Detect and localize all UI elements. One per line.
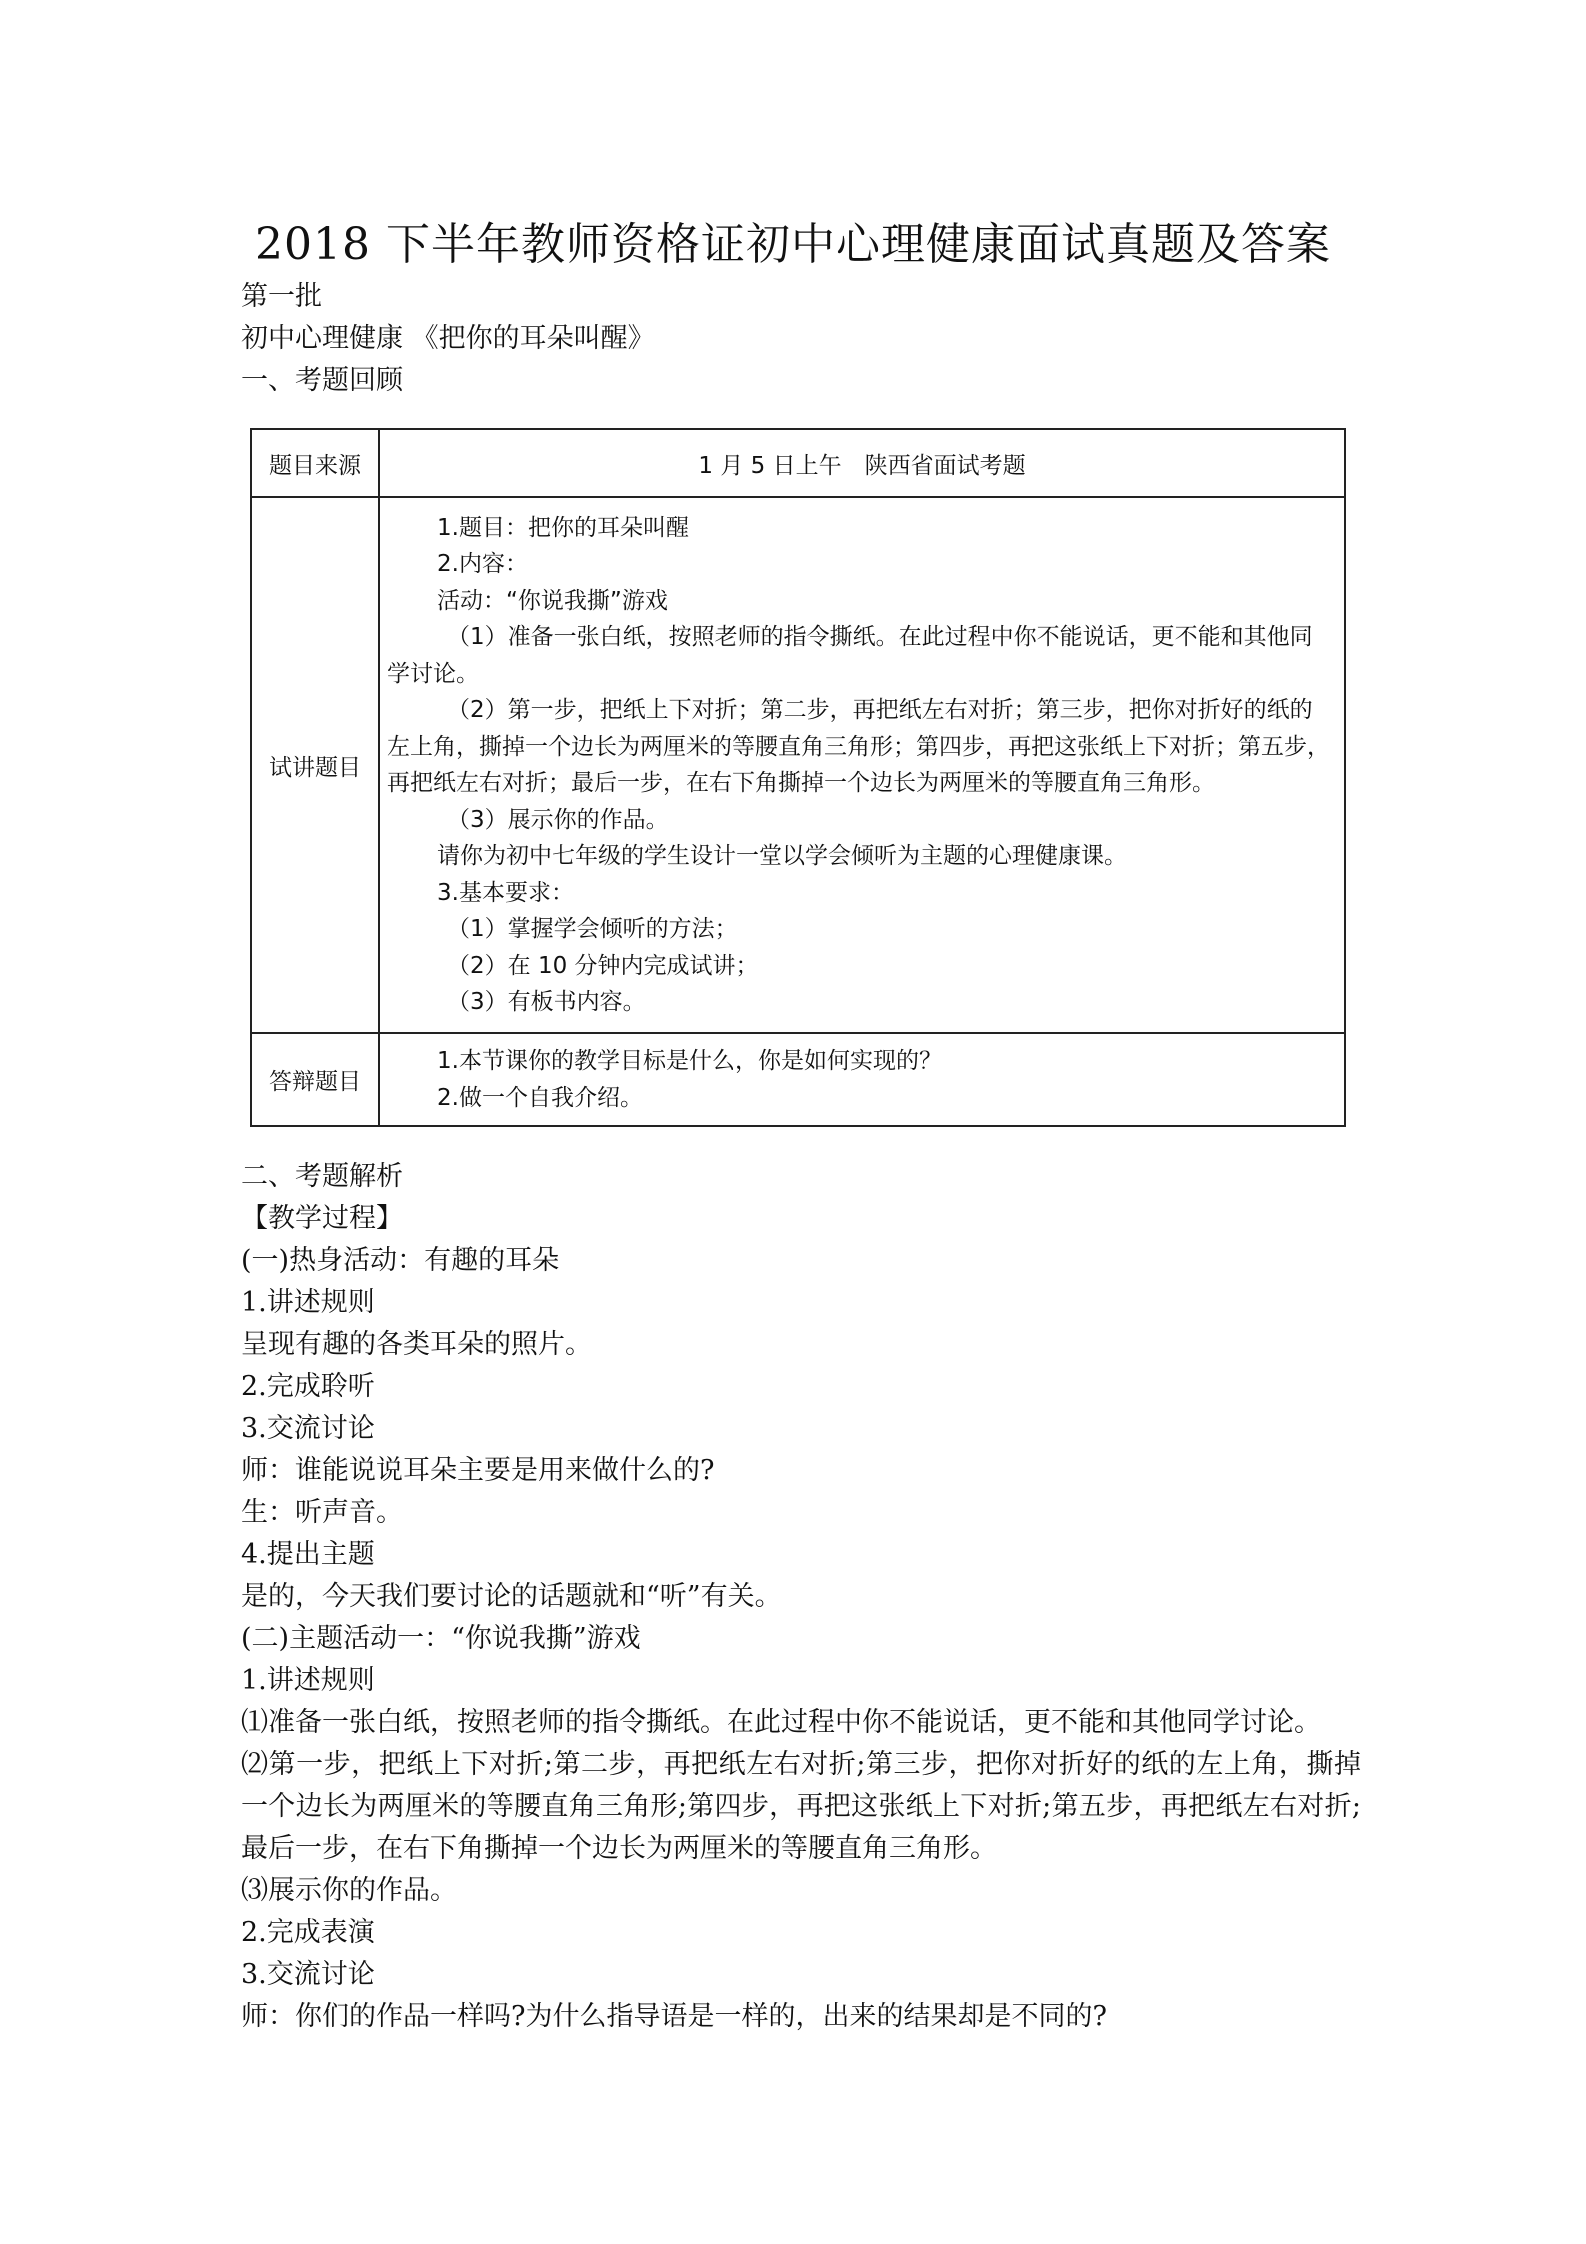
lecture-line: （3）展示你的作品。 [447,806,669,833]
source-value: 1 月 5 日上午 陕西省面试考题 [379,429,1345,497]
lecture-label: 试讲题目 [251,497,379,1033]
body-line: 2.完成聆听 [241,1371,375,1402]
intro [241,276,655,402]
subheading-teaching-process: 【教学过程】 [241,1203,403,1234]
defense-content [379,1033,1345,1126]
exam-table [250,428,1346,1127]
lecture-line: 1.题目：把你的耳朵叫醒 [437,514,689,541]
table-row-lecture [251,497,1345,1033]
section-heading-analysis: 二、考题解析 [241,1161,403,1192]
body-line: ⑶展示你的作品。 [241,1875,457,1906]
table-row-defense [251,1033,1345,1126]
lecture-line: 2.内容： [437,551,528,577]
body-line: 2.完成表演 [241,1917,375,1948]
lecture-line: （1）准备一张白纸，按照老师的指令撕纸。在此过程中你不能说话，更不能和其他同学讨论。 [387,624,1313,687]
lesson-title: 初中心理健康 《把你的耳朵叫醒》 [241,323,655,354]
body-line: 生：听声音。 [241,1497,403,1528]
body-line: (二)主题活动一：“你说我撕”游戏 [241,1623,641,1654]
lecture-content [379,497,1345,1033]
body-line: 4.提出主题 [241,1539,375,1570]
body-line: 是的，今天我们要讨论的话题就和“听”有关。 [241,1581,782,1612]
body-paragraph: ⑴准备一张白纸，按照老师的指令撕纸。在此过程中你不能说话，更不能和其他同学讨论。 [241,1707,1321,1738]
section-heading-review: 一、考题回顾 [241,365,403,396]
page-title: 2018 下半年教师资格证初中心理健康面试真题及答案 [255,219,1331,270]
defense-label: 答辩题目 [251,1033,379,1126]
lecture-line: 活动：“你说我撕”游戏 [437,587,668,614]
analysis-section [241,1156,1361,2038]
body-line: 1.讲述规则 [241,1287,375,1318]
body-line: 呈现有趣的各类耳朵的照片。 [241,1329,592,1360]
batch-label: 第一批 [241,281,322,312]
lecture-line: 3.基本要求： [437,879,574,906]
body-paragraph: ⑵第一步，把纸上下对折;第二步，再把纸左右对折;第三步，把你对折好的纸的左上角，撕掉一个边长为两厘米的等腰直角三角形;第四步，再把这张纸上下对折;第五步，再把纸左右对折;最后一步，在右下角撕掉一个边长为两厘米的等腰直角三角形。 [241,1749,1361,1864]
lecture-line: （3）有板书内容。 [447,989,646,1015]
body-line: 3.交流讨论 [241,1413,375,1444]
lecture-line: （1）掌握学会倾听的方法； [447,916,738,942]
body-line: 1.讲述规则 [241,1665,375,1696]
lecture-line: （2）在 10 分钟内完成试讲； [447,952,759,979]
source-label: 题目来源 [251,429,379,497]
defense-line: 1.本节课你的教学目标是什么，你是如何实现的？ [437,1048,942,1074]
body-line: 师：你们的作品一样吗?为什么指导语是一样的，出来的结果却是不同的? [241,2001,1107,2032]
table-row-source [251,429,1345,497]
body-line: 师：谁能说说耳朵主要是用来做什么的? [241,1455,715,1486]
body-line: 3.交流讨论 [241,1959,375,1990]
body-line: (一)热身活动：有趣的耳朵 [241,1245,560,1276]
lecture-line: 请你为初中七年级的学生设计一堂以学会倾听为主题的心理健康课。 [437,843,1127,869]
defense-line: 2.做一个自我介绍。 [437,1084,643,1111]
lecture-line: （2）第一步，把纸上下对折；第二步，再把纸左右对折；第三步，把你对折好的纸的左上角，撕掉一个边长为两厘米的等腰直角三角形；第四步，再把这张纸上下对折；第五步，再把纸左右对折；最后一步，在右下角撕掉一个边长为两厘米的等腰直角三角形。 [387,697,1330,796]
